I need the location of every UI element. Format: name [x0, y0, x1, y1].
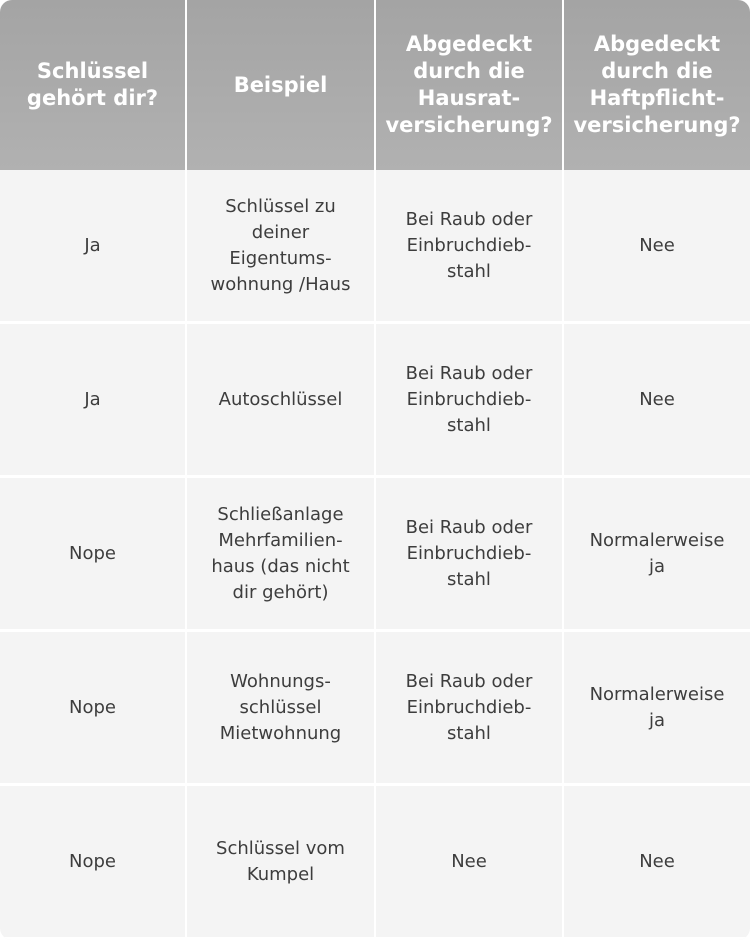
cell-text: Schlüssel vom Kumpel: [216, 837, 345, 885]
table-cell-owner: [0, 632, 187, 786]
cell-text: Nope: [69, 542, 116, 564]
cell-text: Schlüssel zu deiner Eigentums- wohnung /Haus: [210, 195, 351, 295]
cell-text: Nee: [639, 850, 675, 872]
table-cell-household: [376, 170, 564, 324]
table-cell-example: [187, 786, 376, 940]
cell-text: Normalerweise ja: [589, 529, 725, 577]
cell-text: Normalerweise ja: [589, 683, 725, 731]
cell-text: Bei Raub oder Einbruchdieb- stahl: [405, 208, 533, 282]
table-cell-household: [376, 632, 564, 786]
table-cell-liability: [564, 478, 750, 632]
header-label: Beispiel: [233, 72, 328, 97]
cell-text: Bei Raub oder Einbruchdieb- stahl: [405, 516, 533, 590]
cell-text: Autoschlüssel: [218, 388, 343, 410]
header-example: [187, 0, 376, 170]
table-cell-owner: [0, 478, 187, 632]
header-label: Abgedeckt durch die Haftpflicht- versicherung?: [573, 32, 741, 137]
cell-text: Ja: [84, 234, 101, 256]
table-cell-owner: [0, 324, 187, 478]
cell-text: Nee: [451, 850, 487, 872]
table-cell-liability: [564, 632, 750, 786]
header-household-insurance: [376, 0, 564, 170]
cell-text: Nope: [69, 850, 116, 872]
cell-text: Nee: [639, 234, 675, 256]
table-cell-household: [376, 324, 564, 478]
table-cell-liability: [564, 786, 750, 940]
table-cell-household: [376, 786, 564, 940]
cell-text: Nee: [639, 388, 675, 410]
cell-text: Ja: [84, 388, 101, 410]
cell-text: Bei Raub oder Einbruchdieb- stahl: [405, 362, 533, 436]
table-cell-owner: [0, 170, 187, 324]
cell-text: Bei Raub oder Einbruchdieb- stahl: [405, 670, 533, 744]
table-cell-example: [187, 632, 376, 786]
table-cell-household: [376, 478, 564, 632]
table-cell-liability: [564, 170, 750, 324]
header-key-owner: [0, 0, 187, 170]
table-cell-example: [187, 170, 376, 324]
header-label: Abgedeckt durch die Hausrat- versicherung?: [385, 32, 553, 137]
table-cell-owner: [0, 786, 187, 940]
table-cell-example: [187, 324, 376, 478]
header-liability-insurance: [564, 0, 750, 170]
header-label: Schlüssel gehört dir?: [26, 59, 159, 110]
cell-text: Schließanlage Mehrfamilien- haus (das nicht dir gehört): [211, 503, 350, 603]
table-cell-liability: [564, 324, 750, 478]
table-cell-example: [187, 478, 376, 632]
cell-text: Nope: [69, 696, 116, 718]
cell-text: Wohnungs- schlüssel Mietwohnung: [219, 670, 342, 744]
